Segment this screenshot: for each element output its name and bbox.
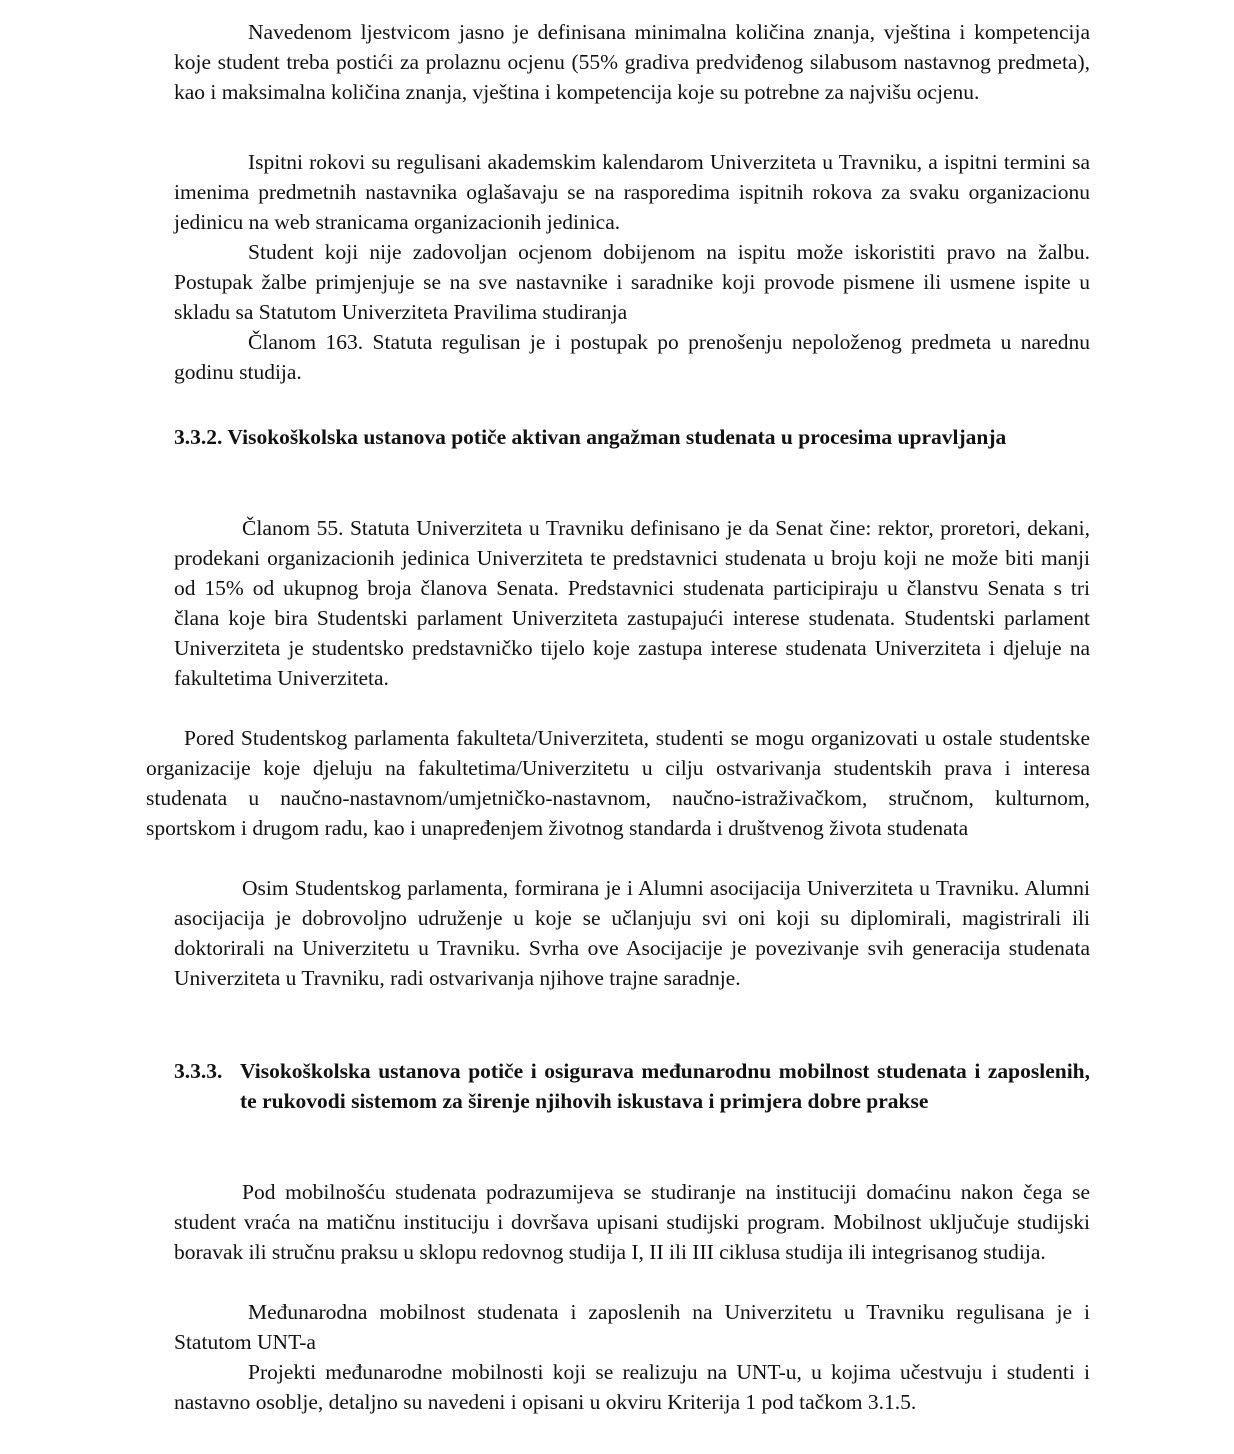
paragraph-exam-periods: Ispitni rokovi su regulisani akademskim kalendarom Univerziteta u Travniku, a ispitni termini sa imenima predmetnih nastavnika oglašavaju se na rasporedima ispitnih rokova za svaku organizacionu jedinicu na web stranicama organizacionih jedinica. xyxy=(174,150,1090,234)
heading-text: Visokoškolska ustanova potiče i osigurava međunarodnu mobilnost studenata i zaposlenih, te rukovodi sistemom za širenje njihovih iskustava i primjera dobre prakse xyxy=(240,1059,1090,1113)
paragraph-article-163: Članom 163. Statuta regulisan je i postupak po prenošenju nepoloženog predmeta u narednu godinu studija. xyxy=(174,330,1090,384)
paragraph-alumni: Osim Studentskog parlamenta, formirana je i Alumni asocijacija Univerziteta u Travniku. Alumni asocijacija je dobrovoljno udruženje u koje se učlanjuju svi oni koji su diplomirali, magistrirali ili doktorirali na Univerzitetu u Travniku. Svrha ove Asocijacije je povezivanje svih generacija studenata Univerziteta u Travniku, radi ostvarivanja njihove trajne saradnje. xyxy=(174,876,1090,990)
paragraph-mobility-projects: Projekti međunarodne mobilnosti koji se realizuju na UNT-u, u kojima učestvuju i studenti i nastavno osoblje, detaljno su navedeni i opisani u okviru Kriterija 1 pod tačkom 3.1.5. xyxy=(174,1360,1090,1414)
heading-text: Visokoškolska ustanova potiče aktivan angažman studenata u procesima upravljanja xyxy=(227,425,1007,449)
heading-number: 3.3.3. xyxy=(174,1059,223,1083)
heading-number: 3.3.2. xyxy=(174,425,228,449)
paragraph-senate: Članom 55. Statuta Univerziteta u Travniku definisano je da Senat čine: rektor, proretori, dekani, prodekani organizacionih jedinica Univerziteta te predstavnici studenata u broju koji ne može biti manji od 15% od ukupnog broja članova Senata. Predstavnici studenata participiraju u članstvu Senata s tri člana koje bira Studentski parlament Univerziteta zastupajući interese studenata. Studentski parlament Univerziteta je studentsko predstavničko tijelo koje zastupa interese studenata Univerziteta i djeluje na fakultetima Univerziteta. xyxy=(174,516,1090,690)
paragraph-mobility-definition: Pod mobilnošću studenata podrazumijeva se studiranje na instituciji domaćinu nakon čega se student vraća na matičnu instituciju i dovršava upisani studijski program. Mobilnost uključuje studijski boravak ili stručnu praksu u sklopu redovnog studija I, II ili III ciklusa studija ili integrisanog studija. xyxy=(174,1180,1090,1264)
heading-3-3-2 xyxy=(174,422,1090,452)
paragraph-appeal: Student koji nije zadovoljan ocjenom dobijenom na ispitu može iskoristiti pravo na žalbu. Postupak žalbe primjenjuje se na sve nastavnike i saradnike koji provode pismene ili usmene ispite u skladu sa Statutom Univerziteta Pravilima studiranja xyxy=(174,240,1090,324)
paragraph-international-mobility: Međunarodna mobilnost studenata i zaposlenih na Univerzitetu u Travniku regulisana je i Statutom UNT-a xyxy=(174,1300,1090,1354)
heading-3-3-3 xyxy=(174,1056,1090,1116)
paragraph-student-organizations: Pored Studentskog parlamenta fakulteta/Univerziteta, studenti se mogu organizovati u ostale studentske organizacije koje djeluju na fakultetima/Univerzitetu u cilju ostvarivanja studentskih prava i interesa studenata u naučno-nastavnom/umjetničko-nastavnom, naučno-istraživačkom, stručnom, kulturnom, sportskom i drugom radu, kao i unapređenjem životnog standarda i društvenog života studenata xyxy=(146,726,1090,840)
paragraph-grading-scale: Navedenom ljestvicom jasno je definisana minimalna količina znanja, vještina i kompetencija koje student treba postići za prolaznu ocjenu (55% gradiva predviđenog silabusom nastavnog predmeta), kao i maksimalna količina znanja, vještina i kompetencija koje su potrebne za najvišu ocjenu. xyxy=(174,20,1090,104)
